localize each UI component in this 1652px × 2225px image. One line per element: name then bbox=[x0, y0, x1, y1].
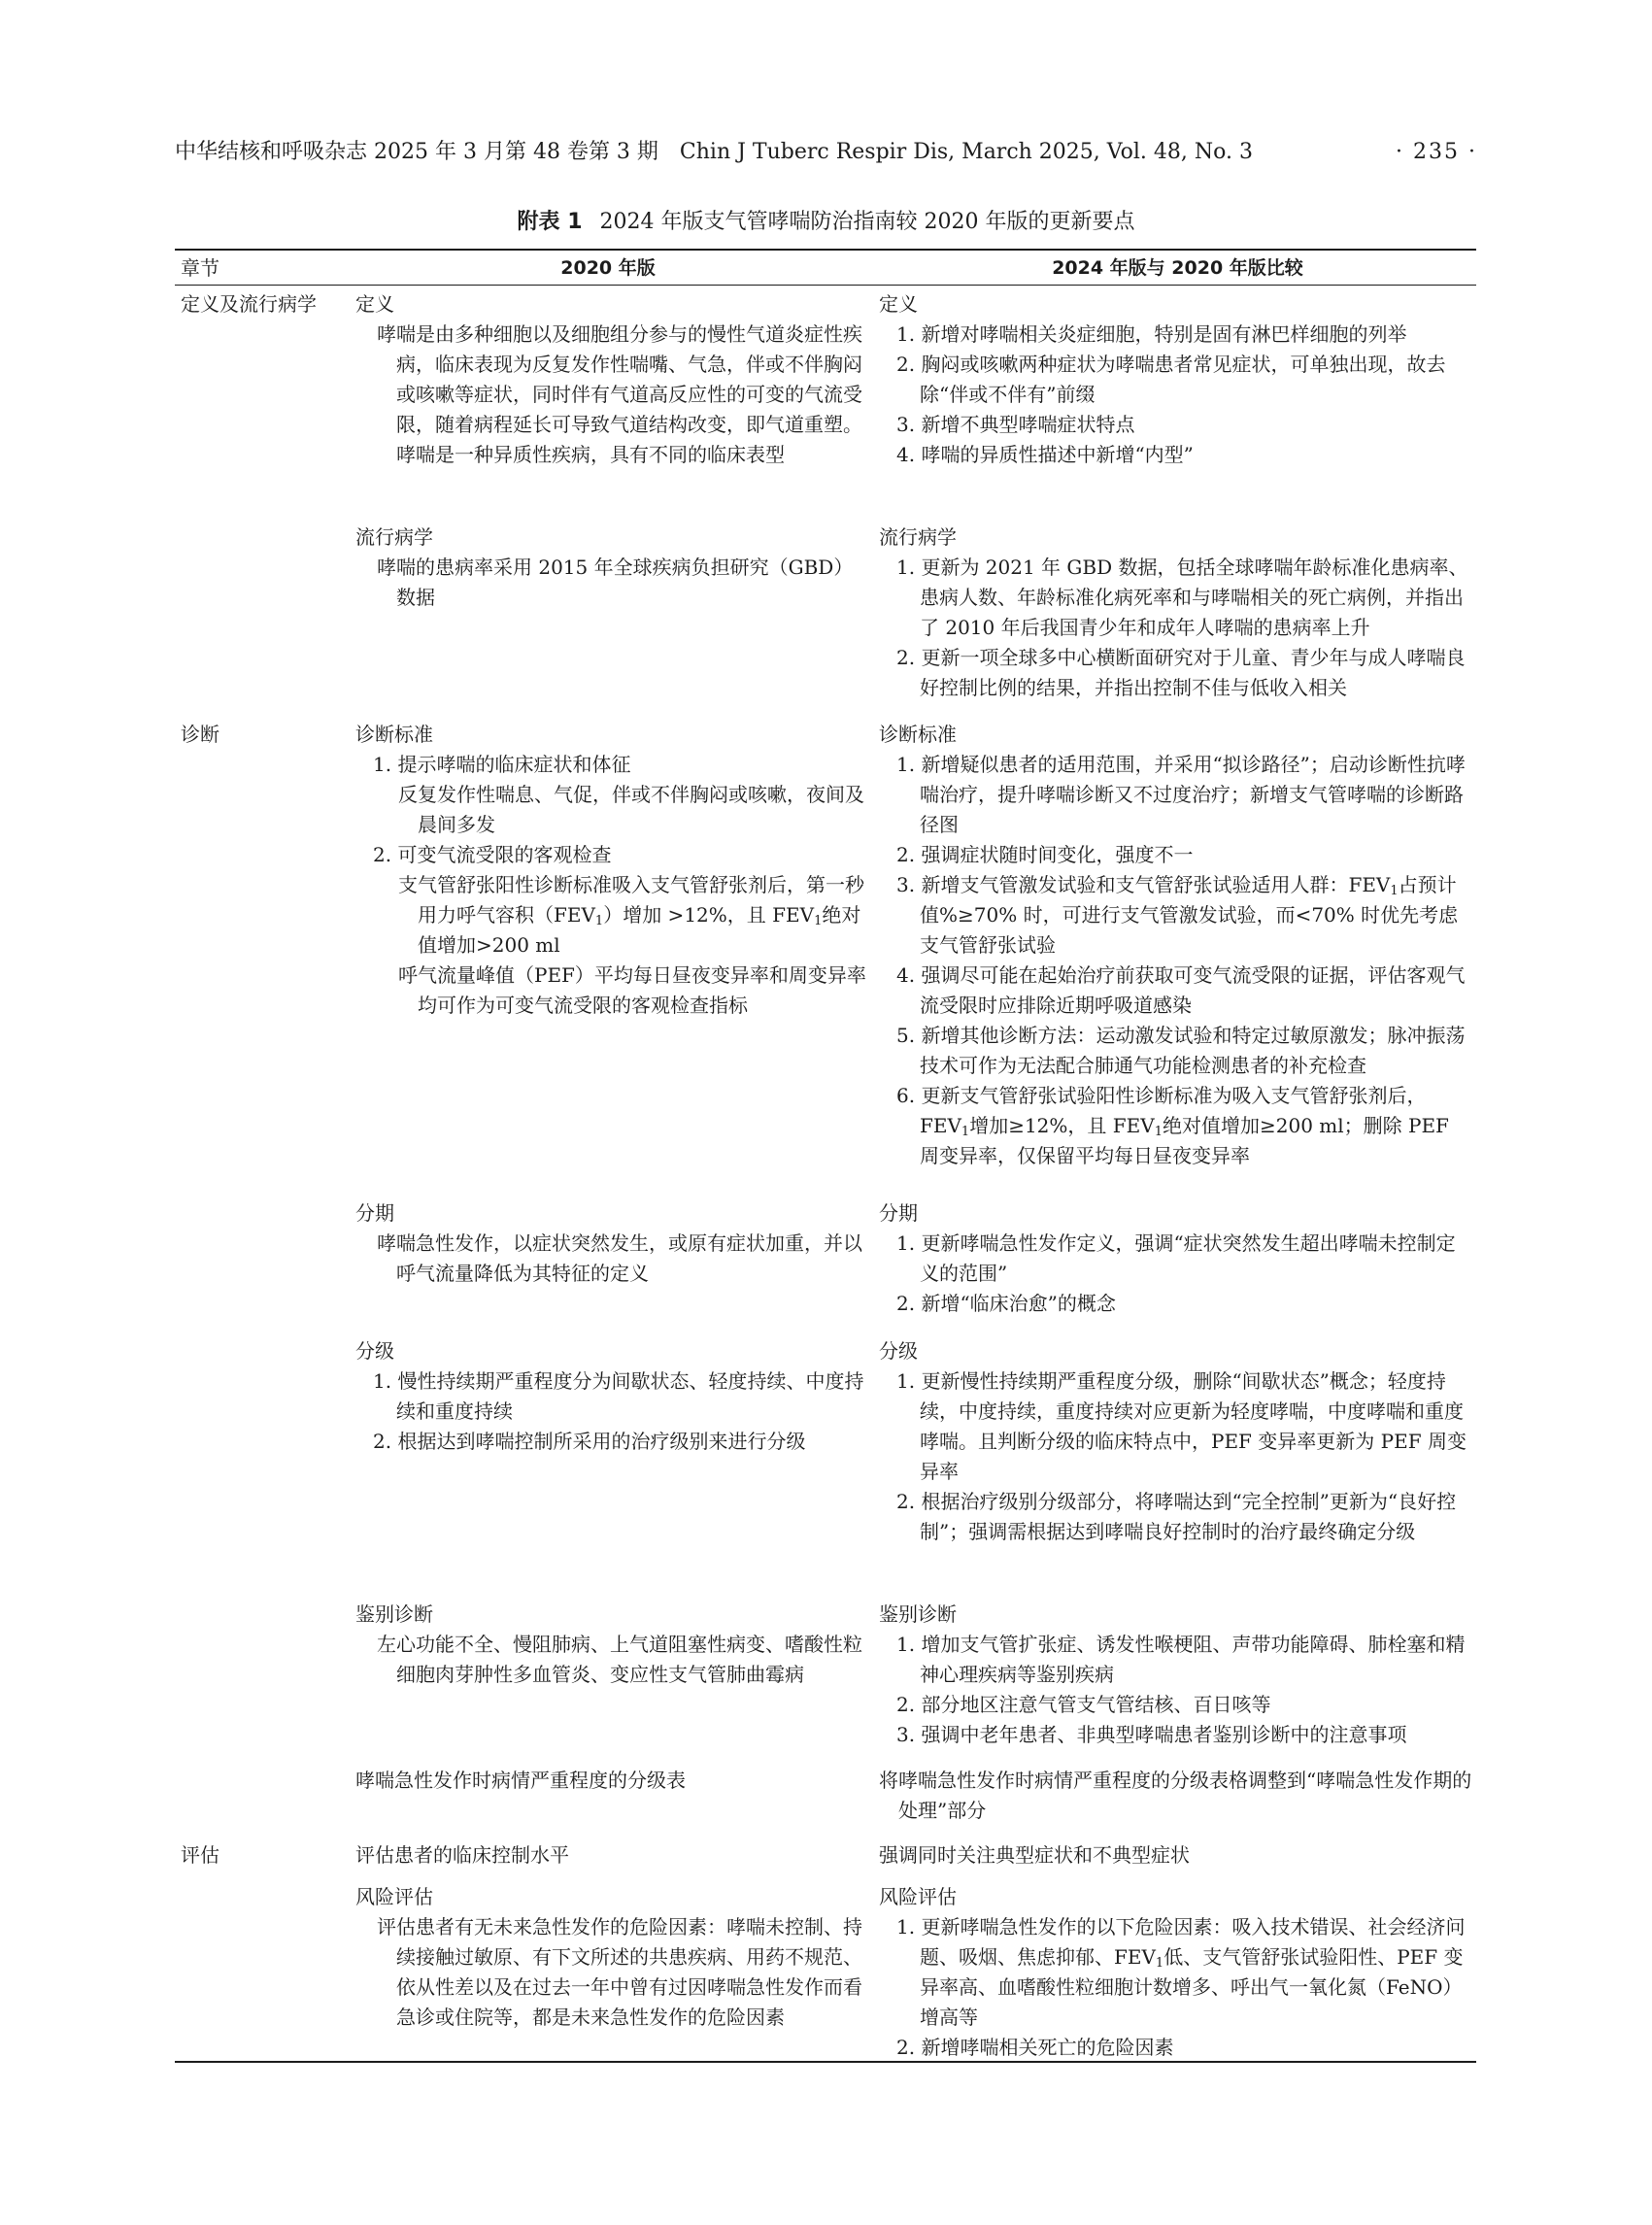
column-header-2020: 2020 年版 bbox=[560, 257, 656, 279]
new-risk-cell bbox=[879, 1882, 1473, 2063]
paragraph: 支气管舒张阳性诊断标准吸入支气管舒张剂后，第一秒用力呼气容积$(FEV_1)$增加 >12%，且 $FEV_1$绝对值增加>200 ml bbox=[398, 873, 864, 957]
subsection-title: 流行病学 bbox=[879, 525, 957, 549]
new-differential-cell bbox=[879, 1600, 1473, 1750]
page-number: · 235 · bbox=[1396, 140, 1477, 164]
subsection-title: 风险评估 bbox=[355, 1885, 433, 1908]
list-item: 3. 新增不典型哮喘症状特点 bbox=[896, 413, 1135, 436]
table-header-rule bbox=[175, 285, 1476, 286]
new-severity-cell bbox=[879, 1766, 1473, 1826]
new-grading-cell bbox=[879, 1336, 1473, 1547]
subsection-title: 鉴别诊断 bbox=[355, 1602, 433, 1626]
paragraph: 将哮喘急性发作时病情严重程度的分级表格调整到“哮喘急性发作期的处理”部分 bbox=[879, 1769, 1472, 1822]
column-header-chapter: 章节 bbox=[181, 256, 219, 280]
subsection-title: 分期 bbox=[879, 1201, 918, 1225]
new-staging-cell bbox=[879, 1198, 1473, 1319]
list-item: 1. 慢性持续期严重程度分为间歇状态、轻度持续、中度持续和重度持续 bbox=[373, 1369, 864, 1423]
subsection-title: 鉴别诊断 bbox=[879, 1602, 957, 1626]
old-assessment-cell bbox=[355, 1840, 870, 1871]
paragraph: 评估患者有无未来急性发作的危险因素：哮喘未控制、持续接触过敏原、有下文所述的共患疾病、用药不规范、依从性差以及在过去一年中曾有过因哮喘急性发作而看急诊或住院等，都是未来急性发作的危险因素 bbox=[377, 1915, 862, 2029]
list-item: 3. 新增支气管激发试验和支气管舒张试验适用人群：$FEV_1$占预计值%≥70% 时，可进行支气管激发试验，而<70% 时优先考虑支气管舒张试验 bbox=[896, 873, 1459, 957]
list-item: 1. 增加支气管扩张症、诱发性喉梗阻、声带功能障碍、肺栓塞和精神心理疾病等鉴别疾病 bbox=[896, 1633, 1466, 1686]
paragraph: 强调同时关注典型症状和不典型症状 bbox=[879, 1843, 1190, 1867]
new-definition-cell bbox=[879, 289, 1473, 470]
list-item: 1. 新增对哮喘相关炎症细胞，特别是固有淋巴样细胞的列举 bbox=[896, 322, 1407, 346]
table-top-rule bbox=[175, 249, 1476, 251]
paragraph: 呼气流量峰值（PEF）平均每日昼夜变异率和周变异率均可作为可变气流受限的客观检查指标 bbox=[398, 963, 866, 1017]
list-item: 2. 强调症状随时间变化，强度不一 bbox=[896, 843, 1194, 866]
list-item: 2. 根据达到哮喘控制所采用的治疗级别来进行分级 bbox=[373, 1430, 806, 1453]
new-criteria-cell bbox=[879, 720, 1473, 1171]
list-item: 1. 提示哮喘的临床症状和体征 bbox=[373, 753, 631, 776]
list-item: 1. 更新哮喘急性发作的以下危险因素：吸入技术错误、社会经济问题、吸烟、焦虑抑郁、$FEV_1$低、支气管舒张试验阳性、PEF 变异率高、血嗜酸性粒细胞计数增多、呼出气一氧化氮（FeNO）增高等 bbox=[896, 1915, 1466, 2029]
list-item: 2. 根据治疗级别分级部分，将哮喘达到“完全控制”更新为“良好控制”；强调需根据达到哮喘良好控制时的治疗最终确定分级 bbox=[896, 1490, 1457, 1543]
new-epidemiology-cell bbox=[879, 523, 1473, 703]
list-item: 1. 新增疑似患者的适用范围，并采用“拟诊路径”；启动诊断性抗哮喘治疗，提升哮喘诊断又不过度治疗；新增支气管哮喘的诊断路径图 bbox=[896, 753, 1466, 836]
column-header-2024: 2024 年版与 2020 年版比较 bbox=[1052, 257, 1303, 279]
list-item: 2. 部分地区注意气管支气管结核、百日咳等 bbox=[896, 1693, 1271, 1716]
paragraph: 左心功能不全、慢阻肺病、上气道阻塞性病变、嗜酸性粒细胞肉芽肿性多血管炎、变应性支气管肺曲霉病 bbox=[377, 1633, 862, 1686]
table-bottom-rule bbox=[175, 2061, 1476, 2063]
paragraph: 哮喘是由多种细胞以及细胞组分参与的慢性气道炎症性疾病，临床表现为反复发作性喘嘴、气急，伴或不伴胸闷或咳嗽等症状，同时伴有气道高反应性的可变的气流受限，随着病程延长可导致气道结构改变，即气道重塑。哮喘是一种异质性疾病，具有不同的临床表型 bbox=[377, 322, 862, 466]
chapter-label: 诊断 bbox=[181, 723, 219, 746]
list-item: 2. 可变气流受限的客观检查 bbox=[373, 843, 612, 866]
old-severity-cell bbox=[355, 1766, 870, 1796]
paragraph: 哮喘急性发作时病情严重程度的分级表 bbox=[355, 1769, 686, 1792]
subsection-title: 定义 bbox=[355, 292, 394, 316]
list-item: 2. 新增“临床治愈”的概念 bbox=[896, 1292, 1116, 1315]
old-criteria-cell bbox=[355, 720, 870, 1021]
list-item: 6. 更新支气管舒张试验阳性诊断标准为吸入支气管舒张剂后，$FEV_1$增加≥12%，且 $FEV_1$绝对值增加≥200 ml；删除 PEF 周变异率，仅保留平均每日昼夜变异率 bbox=[896, 1084, 1449, 1167]
new-assessment-cell bbox=[879, 1840, 1473, 1871]
list-item: 2. 新增哮喘相关死亡的危险因素 bbox=[896, 2036, 1174, 2059]
old-risk-cell bbox=[355, 1882, 870, 2033]
paragraph: 哮喘的患病率采用 2015 年全球疾病负担研究（GBD）数据 bbox=[377, 556, 854, 609]
chapter-label: 定义及流行病学 bbox=[181, 292, 317, 316]
subsection-title: 分级 bbox=[879, 1339, 918, 1363]
paragraph: 评估患者的临床控制水平 bbox=[355, 1843, 569, 1867]
old-staging-cell bbox=[355, 1198, 870, 1289]
list-item: 5. 新增其他诊断方法：运动激发试验和特定过敏原激发；脉冲振荡技术可作为无法配合肺通气功能检测患者的补充检查 bbox=[896, 1024, 1466, 1077]
list-item: 1. 更新哮喘急性发作定义，强调“症状突然发生超出哮喘未控制定义的范围” bbox=[896, 1231, 1456, 1285]
list-item: 4. 强调尽可能在起始治疗前获取可变气流受限的证据，评估客观气流受限时应排除近期呼吸道感染 bbox=[896, 963, 1466, 1017]
old-differential-cell bbox=[355, 1600, 870, 1690]
subsection-title: 诊断标准 bbox=[355, 723, 433, 746]
list-item: 2. 更新一项全球多中心横断面研究对于儿童、青少年与成人哮喘良好控制比例的结果，并指出控制不佳与低收入相关 bbox=[896, 646, 1466, 699]
table-label: 附表 1 bbox=[517, 210, 583, 234]
list-item: 3. 强调中老年患者、非典型哮喘患者鉴别诊断中的注意事项 bbox=[896, 1723, 1407, 1746]
list-item: 1. 更新为 2021 年 GBD 数据，包括全球哮喘年龄标准化患病率、患病人数、年龄标准化病死率和与哮喘相关的死亡病例，并指出了 2010 年后我国青少年和成年人哮喘的患病率上升 bbox=[896, 556, 1468, 639]
subsection-title: 定义 bbox=[879, 292, 918, 316]
paragraph: 哮喘急性发作，以症状突然发生，或原有症状加重，并以呼气流量降低为其特征的定义 bbox=[377, 1231, 862, 1285]
old-grading-cell bbox=[355, 1336, 870, 1457]
subsection-title: 分期 bbox=[355, 1201, 394, 1225]
old-definition-cell bbox=[355, 289, 870, 470]
table-caption: 2024 年版支气管哮喘防治指南较 2020 年版的更新要点 bbox=[599, 210, 1135, 234]
list-item: 2. 胸闷或咳嗽两种症状为哮喘患者常见症状，可单独出现，故去除“伴或不伴有”前缀 bbox=[896, 353, 1446, 406]
subsection-title: 诊断标准 bbox=[879, 723, 957, 746]
list-item: 1. 更新慢性持续期严重程度分级，删除“间歇状态”概念；轻度持续，中度持续，重度持续对应更新为轻度哮喘，中度哮喘和重度哮喘。且判断分级的临床特点中，PEF 变异率更新为 PEF 周变异率 bbox=[896, 1369, 1467, 1483]
old-epidemiology-cell bbox=[355, 523, 870, 613]
list-item: 4. 哮喘的异质性描述中新增“内型” bbox=[896, 443, 1194, 466]
subsection-title: 风险评估 bbox=[879, 1885, 957, 1908]
table-title bbox=[175, 208, 1477, 237]
subsection-title: 分级 bbox=[355, 1339, 394, 1363]
chapter-label: 评估 bbox=[181, 1843, 219, 1867]
subsection-title: 流行病学 bbox=[355, 525, 433, 549]
journal-citation: 中华结核和呼吸杂志 2025 年 3 月第 48 卷第 3 期 Chin J Tuberc Respir Dis, March 2025, Vol. 48, No. 3 bbox=[175, 140, 1253, 164]
paragraph: 反复发作性喘息、气促，伴或不伴胸闷或咳嗽，夜间及晨间多发 bbox=[398, 783, 864, 836]
